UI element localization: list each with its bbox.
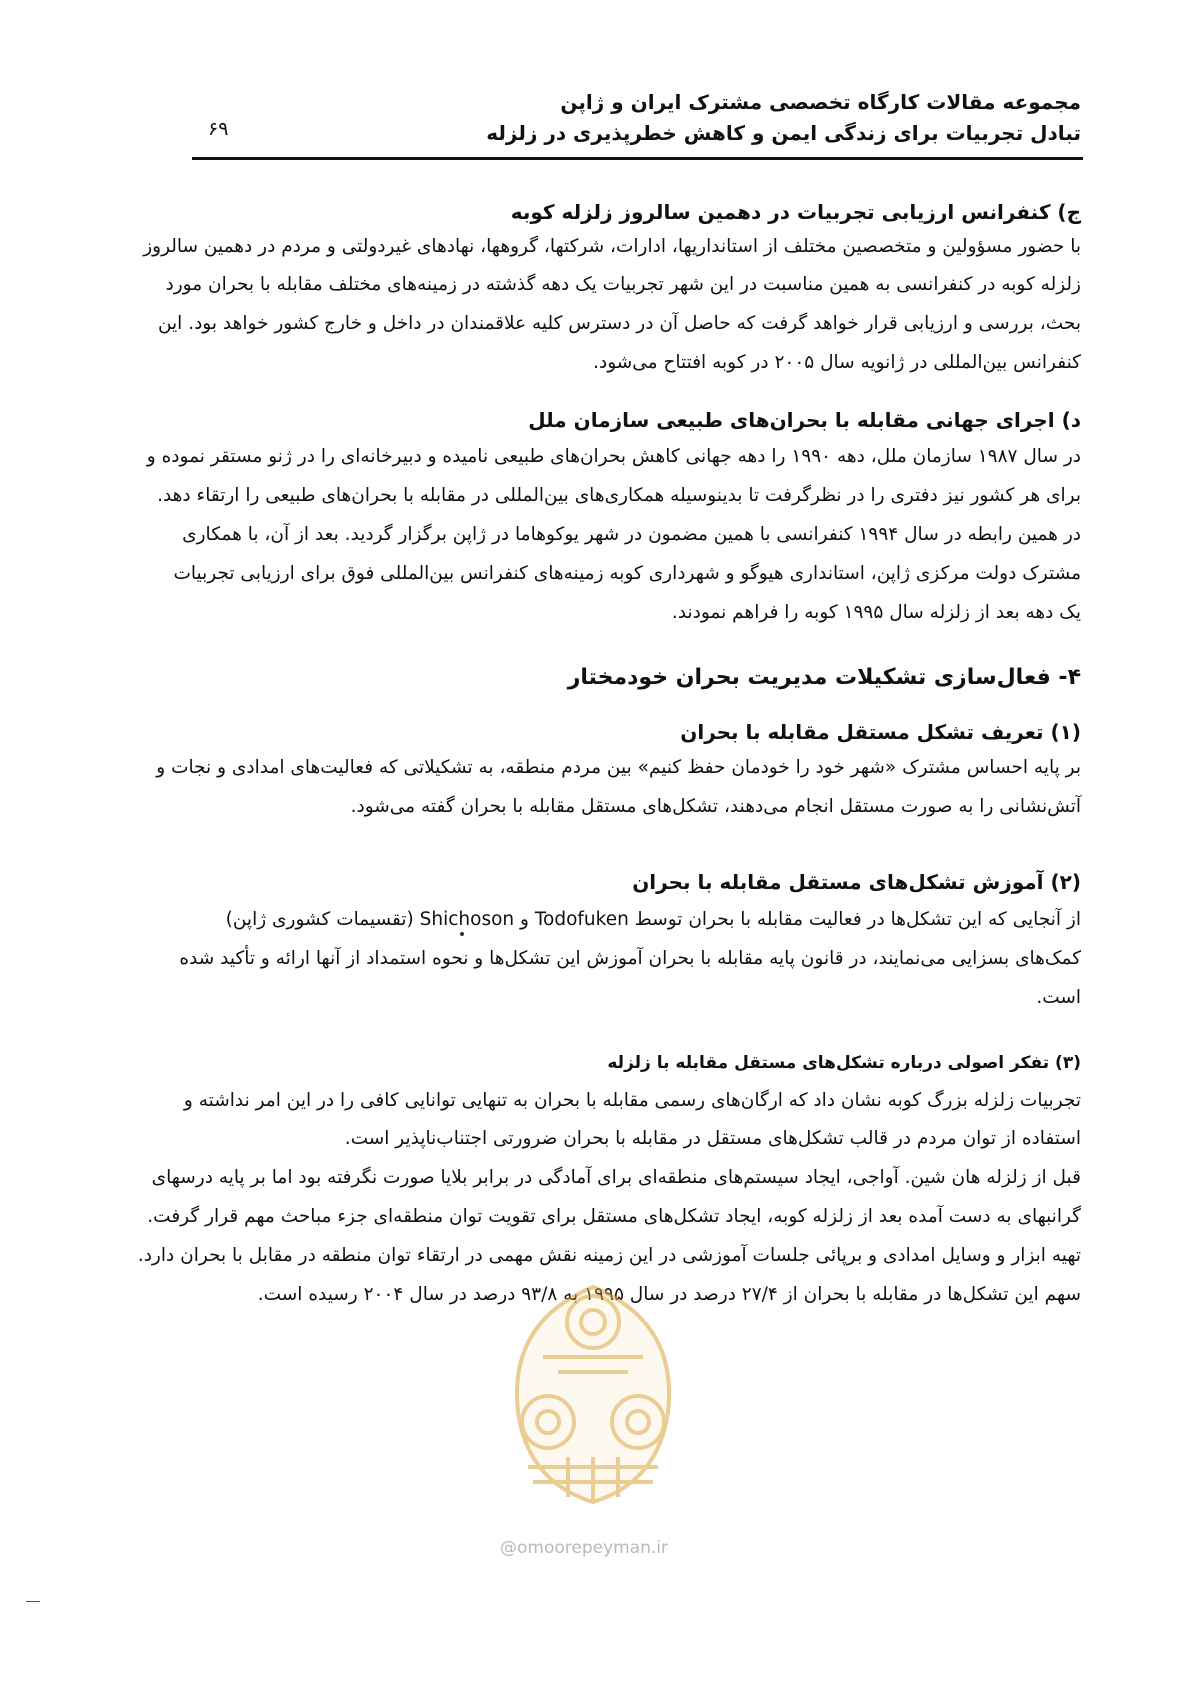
paragraph-line: یک دهه بعد از زلزله سال ۱۹۹۵ کوبه را فراهم نمودند. [671,602,1081,623]
paragraph-line: کمک‌های بسزایی می‌نمایند، در قانون پایه مقابله با بحران آموزش این تشکل‌ها و نحوه استمداد از آنها ارائه و تأکید شده [179,948,1081,969]
section-heading: د) اجرای جهانی مقابله با بحران‌های طبیعی سازمان ملل [528,408,1081,432]
running-header-subtitle: تبادل تجربیات برای زندگی ایمن و کاهش خطرپذیری در زلزله [486,121,1081,145]
paragraph-line: آتش‌نشانی را به صورت مستقل انجام می‌دهند، تشکل‌های مستقل مقابله با بحران گفته می‌شود. [350,796,1081,817]
paragraph-line: بحث، بررسی و ارزیابی قرار خواهد گرفت که حاصل آن در دسترس کلیه علاقمندان در داخل و خارج کشور خواهد بود. این [157,313,1081,334]
margin-mark [26,1601,40,1602]
paragraph-line: گرانبهای به دست آمده بعد از زلزله کوبه، ایجاد تشکل‌های مستقل برای تقویت توان منطقه‌ای جزء مباحث مهم قرار گرفت. [147,1206,1081,1227]
subsection-heading: (۳) تفکر اصولی درباره تشکل‌های مستقل مقابله با زلزله [607,1053,1081,1073]
scan-speck [460,932,464,936]
paragraph-line: سهم این تشکل‌ها در مقابله با بحران از ۲۷/۴ درصد در سال ۱۹۹۵ به ۹۳/۸ درصد در سال ۲۰۰۴ رسیده است. [257,1284,1081,1305]
subsection-heading: (۲) آموزش تشکل‌های مستقل مقابله با بحران [632,870,1081,894]
paragraph-line: در همین رابطه در سال ۱۹۹۴ کنفرانسی با همین مضمون در شهر یوکوهاما در ژاپن برگزار گردید. بعد از آن، با همکاری [182,524,1081,545]
paragraph-line: از آنجایی که این تشکل‌ها در فعالیت مقابله با بحران توسط Todofuken و Shichoson (تقسیمات کشوری ژاپن) [225,909,1081,930]
paragraph-line: مشترک دولت مرکزی ژاپن، استانداری هیوگو و شهرداری کوبه زمینه‌های کنفرانس بین‌المللی فوق برای ارزیابی تجربیات [173,563,1081,584]
header-rule [192,157,1083,160]
paragraph-line: برای هر کشور نیز دفتری را در نظرگرفت تا بدینوسیله همکاری‌های بین‌المللی در مقابله با بحران‌های طبیعی را ارتقاء دهد. [157,485,1081,506]
paragraph-line: است. [1036,987,1081,1008]
paragraph-line: تهیه ابزار و وسایل امدادی و برپائی جلسات آموزشی در این زمینه نقش مهمی در ارتقاء توان منطقه در مقابل با بحران دارد. [137,1245,1081,1266]
watermark-seal-icon [488,1262,698,1512]
section-heading: ج) کنفرانس ارزیابی تجربیات در دهمین سالروز زلزله کوبه [510,200,1081,224]
paragraph-line: بر پایه احساس مشترک «شهر خود را خودمان حفظ کنیم» بین مردم منطقه، به تشکیلاتی که فعالیت‌های امدادی و نجات و [156,757,1081,778]
paragraph-line: زلزله کوبه در کنفرانسی به همین مناسبت در این شهر تجربیات یک دهه گذشته در زمینه‌های مختلف مقابله با بحران مورد [165,274,1081,295]
chapter-heading: ۴- فعال‌سازی تشکیلات مدیریت بحران خودمختار [567,665,1081,690]
paragraph-line: با حضور مسؤولین و متخصصین مختلف از استانداریها، ادارات، شرکتها، گروهها، نهادهای غیردولتی و مردم در دهمین سالروز [143,236,1081,257]
page-number: ۶۹ [208,118,229,140]
paragraph-line: کنفرانس بین‌المللی در ژانویه سال ۲۰۰۵ در کوبه افتتاح می‌شود. [593,352,1081,373]
subsection-heading: (۱) تعریف تشکل مستقل مقابله با بحران [680,720,1081,744]
paragraph-line: قبل از زلزله هان شین. آواجی، ایجاد سیستم‌های منطقه‌ای برای آمادگی در برابر بلایا صورت نگرفته بود اما بر پایه درسهای [151,1167,1081,1188]
paragraph-line: استفاده از توان مردم در قالب تشکل‌های مستقل در مقابله با بحران ضرورتی اجتناب‌ناپذیر است. [344,1128,1081,1149]
paragraph-line: در سال ۱۹۸۷ سازمان ملل، دهه ۱۹۹۰ را دهه جهانی کاهش بحران‌های طبیعی نامیده و دبیرخانه‌ای را در ژنو مستقر نموده و [146,446,1081,467]
watermark-text: @omoorepeyman.ir [500,1538,669,1558]
running-header-title: مجموعه مقالات کارگاه تخصصی مشترک ایران و ژاپن [560,90,1081,114]
paragraph-line: تجربیات زلزله بزرگ کوبه نشان داد که ارگان‌های رسمی مقابله با بحران به تنهایی توانایی کافی را در این امر نداشته و [183,1090,1081,1111]
